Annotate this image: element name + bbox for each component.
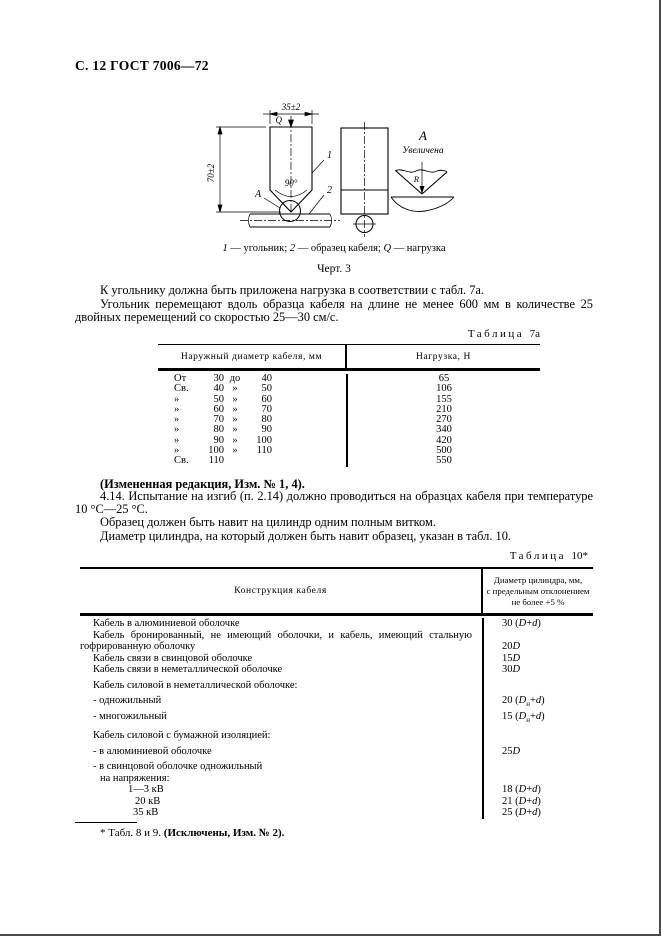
table7a-row bbox=[158, 456, 540, 466]
page-header: С. 12 ГОСТ 7006—72 bbox=[75, 58, 209, 73]
diameter-cell: 15D bbox=[502, 652, 521, 664]
diameter-cell: 15 $(D_н+d)$ bbox=[502, 710, 545, 724]
load-cell: 500 bbox=[436, 445, 452, 457]
table10-grid bbox=[80, 618, 593, 819]
table10-col1-header: Конструкция кабеля bbox=[80, 569, 483, 613]
table7a-label-num: 7а bbox=[529, 328, 540, 340]
load-cell: 65 bbox=[438, 373, 450, 384]
part-1-label: 1 bbox=[327, 150, 332, 161]
paragraph: Диаметр цилиндра, на который должен быть навит образец, указан в табл. 10. bbox=[100, 528, 512, 543]
front-view-centerlines bbox=[240, 120, 340, 221]
construction-cell: 20 кВ bbox=[80, 796, 483, 808]
table10-row bbox=[80, 742, 593, 758]
construction-cell: - многожильный bbox=[80, 711, 483, 727]
table10-row bbox=[80, 676, 593, 692]
diameter-range-cell: » 80 » 90 bbox=[158, 425, 347, 435]
table10-col2-line2: с предельным отклонением bbox=[486, 586, 590, 596]
amended-note: (Измененная редакция, Изм. № 1, 4). bbox=[100, 477, 305, 491]
table10-label-num: 10* bbox=[571, 550, 588, 562]
table-10 bbox=[80, 567, 593, 819]
figure-title: Черт. 3 bbox=[317, 263, 351, 275]
table10-row bbox=[80, 757, 593, 773]
table7a-body bbox=[158, 374, 540, 467]
side-view bbox=[341, 122, 388, 237]
construction-cell: на напряжения: bbox=[80, 773, 483, 785]
diameter-range-cell: » 70 » 80 bbox=[158, 415, 347, 425]
table10-row bbox=[80, 796, 593, 808]
dim-width-label: 35±2 bbox=[281, 102, 301, 112]
table10-row bbox=[80, 653, 593, 665]
construction-cell: - одножильный bbox=[80, 691, 483, 711]
paragraph: Угольник перемещают вдоль образца кабеля на длине не менее 600 мм в количестве 25 двойных перемещений со скоростью 25—30 см/с. bbox=[75, 296, 593, 325]
diameter-range-cell: От 30 до 40 bbox=[158, 374, 347, 384]
footnote-separator bbox=[75, 822, 137, 823]
footnote-bold: (Исключены, Изм. № 2). bbox=[163, 827, 285, 839]
table7a-col1-header: Наружный диаметр кабеля, мм bbox=[158, 345, 347, 368]
radius-label: R bbox=[413, 174, 419, 184]
table10-row bbox=[80, 618, 593, 630]
paragraph: Образец должен быть навит на цилиндр одним полным витком. bbox=[100, 515, 436, 530]
table10-label-word: Таблица bbox=[509, 550, 566, 562]
detail-title: А bbox=[419, 128, 427, 143]
table10-label bbox=[460, 550, 588, 562]
diameter-cell: 20 $(D_н+d)$ bbox=[502, 695, 545, 709]
construction-cell: Кабель связи в свинцовой оболочке bbox=[80, 653, 483, 665]
load-cell: 106 bbox=[436, 383, 452, 395]
detail-a-mark: А bbox=[254, 189, 262, 200]
footnote-text: * Табл. 8 и 9. bbox=[100, 827, 164, 839]
diameter-cell bbox=[483, 757, 593, 773]
construction-cell: Кабель связи в неметаллической оболочке bbox=[80, 664, 483, 676]
table-7a bbox=[158, 344, 540, 467]
table7a-label-word: Таблица bbox=[467, 328, 525, 340]
diameter-cell: 25 (D+d) bbox=[502, 807, 541, 819]
table10-row bbox=[80, 630, 593, 653]
figure-chert-3 bbox=[180, 90, 480, 242]
construction-cell: 35 кВ bbox=[80, 807, 483, 819]
diameter-cell bbox=[483, 676, 593, 692]
load-cell: 420 bbox=[436, 434, 452, 446]
table10-row bbox=[80, 807, 593, 819]
caption-ref-q: Q bbox=[383, 243, 392, 254]
diameter-range-cell: » 50 » 60 bbox=[158, 395, 347, 405]
table10-header bbox=[80, 569, 593, 616]
table10-col2-line3: не более +5 % bbox=[511, 597, 565, 607]
detail-subtitle: Увеличена bbox=[402, 146, 444, 156]
diameter-cell: 25D bbox=[502, 745, 521, 757]
detail-view-a bbox=[391, 128, 454, 211]
construction-cell: Кабель в алюминиевой оболочке bbox=[80, 618, 483, 630]
diameter-cell bbox=[483, 773, 593, 785]
load-q-label: Q bbox=[275, 115, 282, 125]
table7a-header bbox=[158, 345, 540, 371]
diameter-range-cell: » 60 » 70 bbox=[158, 405, 347, 415]
paragraph: К угольнику должна быть приложена нагрузка в соответствии с табл. 7а. bbox=[100, 283, 484, 297]
body-text-1 bbox=[75, 284, 593, 325]
load-cell: 210 bbox=[436, 403, 452, 415]
construction-cell: - в алюминиевой оболочке bbox=[80, 742, 483, 758]
table10-row bbox=[80, 711, 593, 727]
table10-row bbox=[80, 726, 593, 742]
table7a-label bbox=[420, 328, 540, 340]
construction-cell: 1—3 кВ bbox=[80, 784, 483, 796]
paragraph: 4.14. Испытание на изгиб (п. 2.14) должно проводиться на образцах кабеля при температуре 10 °С—25 °С. bbox=[75, 489, 593, 517]
part-2-label: 2 bbox=[327, 185, 332, 196]
caption-ref-1: 1 bbox=[222, 243, 228, 254]
construction-cell: Кабель силовой в неметаллической оболочке: bbox=[80, 676, 483, 692]
diameter-cell: 30D bbox=[502, 664, 521, 675]
diameter-cell: 21 (D+d) bbox=[502, 795, 541, 807]
table10-body bbox=[80, 618, 593, 819]
caption-ref-2: 2 bbox=[289, 243, 296, 254]
diameter-cell: 18 (D+d) bbox=[502, 784, 541, 796]
load-cell: 270 bbox=[436, 414, 452, 426]
caption-text-3: — нагрузка bbox=[391, 243, 446, 254]
diameter-range-cell: » 100 » 110 bbox=[158, 446, 347, 456]
table10-row bbox=[80, 773, 593, 785]
load-cell: 550 bbox=[436, 455, 452, 467]
diameter-cell: 30 (D+d) bbox=[502, 618, 541, 629]
load-cell: 340 bbox=[436, 424, 452, 436]
table10-col2-header bbox=[483, 569, 593, 613]
table10-col2-line1: Диаметр цилиндра, мм, bbox=[493, 575, 583, 585]
footnote bbox=[75, 827, 593, 839]
diameter-range-cell: Св. 110 bbox=[158, 456, 347, 466]
figure-caption bbox=[75, 243, 593, 254]
table10-row bbox=[80, 784, 593, 796]
body-text-2 bbox=[75, 490, 593, 543]
angle-label: 90° bbox=[284, 178, 298, 188]
construction-cell: Кабель силовой с бумажной изоляцией: bbox=[80, 726, 483, 742]
construction-cell: - в свинцовой оболочке одножильный bbox=[80, 757, 483, 773]
table7a-col2-header: Нагрузка, Н bbox=[416, 352, 471, 362]
caption-text-2: — образец кабеля; bbox=[295, 243, 384, 254]
diameter-cell bbox=[483, 726, 593, 742]
front-view-labels bbox=[206, 102, 332, 200]
diameter-range-cell: Св. 40 » 50 bbox=[158, 384, 347, 394]
table10-row bbox=[80, 691, 593, 711]
dim-height-label: 70±2 bbox=[206, 163, 216, 183]
table10-row bbox=[80, 664, 593, 676]
construction-cell: Кабель бронированный, не имеющий оболочки, и кабель, имеющий стальную гофрированную оболочку bbox=[80, 630, 483, 653]
table7a-grid bbox=[158, 374, 540, 467]
diameter-range-cell: » 90 » 100 bbox=[158, 436, 347, 446]
caption-text-1: — угольник; bbox=[227, 243, 290, 254]
load-cell: 155 bbox=[436, 393, 452, 405]
diameter-cell: 20D bbox=[502, 641, 521, 652]
